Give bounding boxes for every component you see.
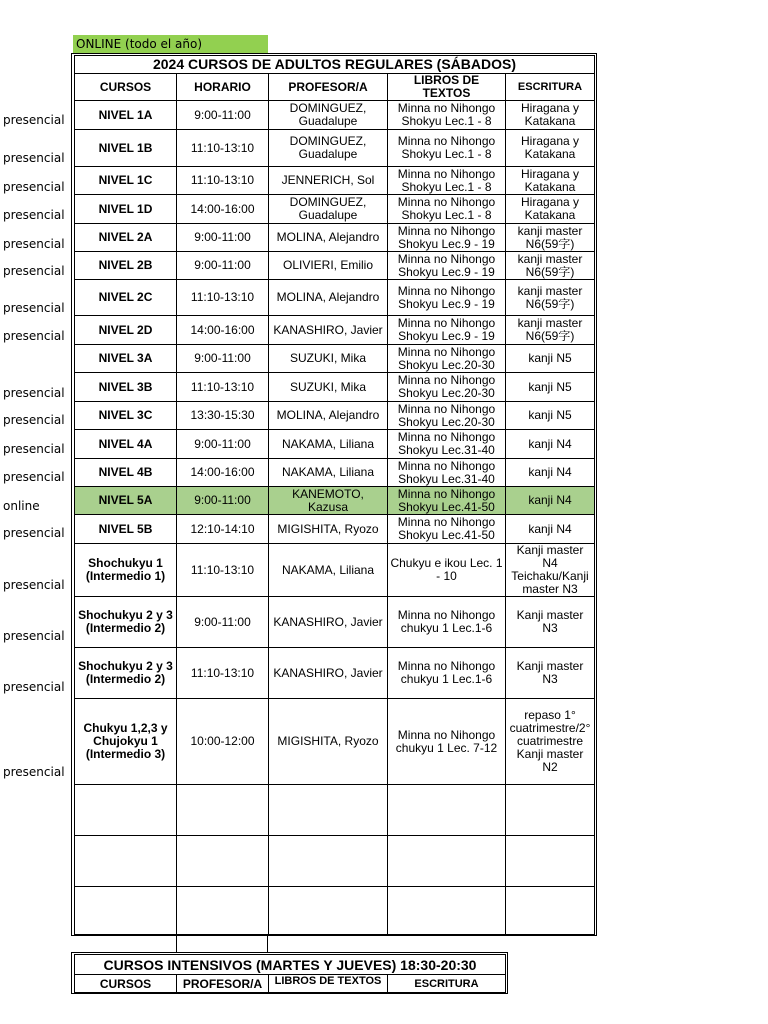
profesor-cell: MIGISHITA, Ryozo: [269, 515, 388, 544]
escritura-cell: kanji master N6(59字): [506, 316, 595, 345]
empty-cell: [388, 836, 506, 887]
profesor-cell: MIGISHITA, Ryozo: [269, 699, 388, 785]
empty-cell: [388, 887, 506, 935]
horario-cell: 11:10-13:10: [177, 167, 269, 195]
table-row: [75, 544, 595, 597]
profesor-cell: DOMINGUEZ, Guadalupe: [269, 130, 388, 167]
libro-cell: Minna no Nihongo chukyu 1 Lec.1-6: [388, 597, 506, 648]
curso-cell: NIVEL 4B: [75, 459, 177, 487]
curso-cell: NIVEL 2C: [75, 280, 177, 316]
modality-label: presencial: [3, 386, 65, 400]
header-escritura: ESCRITURA: [506, 74, 595, 101]
curso-cell: Shochukyu 1 (Intermedio 1): [75, 544, 177, 597]
modality-label: presencial: [3, 329, 65, 343]
profesor-cell: OLIVIERI, Emilio: [269, 252, 388, 280]
curso-cell: NIVEL 1C: [75, 167, 177, 195]
escritura-cell: Hiragana y Katakana: [506, 130, 595, 167]
libro-cell: Minna no Nihongo chukyu 1 Lec.1-6: [388, 648, 506, 699]
table-row: [75, 224, 595, 252]
empty-cell: [506, 836, 595, 887]
table-row: [75, 459, 595, 487]
empty-cell: [75, 785, 177, 836]
table-row: [75, 101, 595, 130]
horario-cell: 14:00-16:00: [177, 459, 269, 487]
table-row: [75, 430, 595, 459]
curso-cell: Shochukyu 2 y 3 (Intermedio 2): [75, 597, 177, 648]
table-row: [75, 699, 595, 785]
empty-cell: [506, 785, 595, 836]
escritura-cell: kanji master N6(59字): [506, 224, 595, 252]
escritura-cell: kanji N4: [506, 430, 595, 459]
profesor-cell: NAKAMA, Liliana: [269, 544, 388, 597]
libro-cell: Minna no Nihongo Shokyu Lec.20-30: [388, 345, 506, 373]
horario-cell: 14:00-16:00: [177, 316, 269, 345]
curso-cell: NIVEL 5A: [75, 487, 177, 515]
header-cursos: CURSOS: [75, 74, 177, 101]
intensive-title: CURSOS INTENSIVOS (MARTES Y JUEVES) 18:30-20:30: [75, 955, 506, 975]
horario-cell: 12:10-14:10: [177, 515, 269, 544]
table-row: [75, 167, 595, 195]
modality-label: presencial: [3, 413, 65, 427]
intensive-courses-table: [74, 954, 506, 993]
empty-row: [75, 836, 595, 887]
escritura-cell: Kanji master N3: [506, 648, 595, 699]
empty-cell: [269, 785, 388, 836]
curso-cell: NIVEL 1A: [75, 101, 177, 130]
modality-label: presencial: [3, 208, 65, 222]
modality-label: presencial: [3, 237, 65, 251]
header-libros: LIBROS DE TEXTOS: [388, 74, 506, 101]
table-row: [75, 130, 595, 167]
libro-cell: Minna no Nihongo Shokyu Lec.20-30: [388, 402, 506, 430]
table-row: [75, 195, 595, 224]
escritura-cell: repaso 1° cuatrimestre/2° cuatrimestre Kanji master N2: [506, 699, 595, 785]
escritura-cell: kanji master N6(59字): [506, 252, 595, 280]
escritura-cell: Hiragana y Katakana: [506, 167, 595, 195]
horario-cell: 9:00-11:00: [177, 252, 269, 280]
profesor-cell: NAKAMA, Liliana: [269, 430, 388, 459]
table-row: [75, 316, 595, 345]
escritura-cell: Hiragana y Katakana: [506, 101, 595, 130]
libro-cell: Minna no Nihongo Shokyu Lec.9 - 19: [388, 224, 506, 252]
profesor-cell: NAKAMA, Liliana: [269, 459, 388, 487]
escritura-cell: kanji master N6(59字): [506, 280, 595, 316]
libro-cell: Minna no Nihongo Shokyu Lec.31-40: [388, 430, 506, 459]
curso-cell: NIVEL 1D: [75, 195, 177, 224]
modality-label: presencial: [3, 526, 65, 540]
libro-cell: Chukyu e ikou Lec. 1 - 10: [388, 544, 506, 597]
header-horario: HORARIO: [177, 74, 269, 101]
horario-cell: 9:00-11:00: [177, 101, 269, 130]
empty-cell: [177, 887, 269, 935]
horario-cell: 11:10-13:10: [177, 280, 269, 316]
libro-cell: Minna no Nihongo Shokyu Lec.41-50: [388, 515, 506, 544]
empty-cell: [177, 836, 269, 887]
modality-label: presencial: [3, 765, 65, 779]
horario-cell: 9:00-11:00: [177, 487, 269, 515]
profesor-cell: KANASHIRO, Javier: [269, 597, 388, 648]
horario-cell: 11:10-13:10: [177, 544, 269, 597]
escritura-cell: Hiragana y Katakana: [506, 195, 595, 224]
curso-cell: NIVEL 5B: [75, 515, 177, 544]
intensive-header-libros: LIBROS DE TEXTOS: [269, 975, 388, 993]
curso-cell: NIVEL 2B: [75, 252, 177, 280]
curso-cell: NIVEL 3C: [75, 402, 177, 430]
profesor-cell: KANASHIRO, Javier: [269, 648, 388, 699]
empty-cell: [75, 836, 177, 887]
escritura-cell: kanji N5: [506, 402, 595, 430]
profesor-cell: SUZUKI, Mika: [269, 345, 388, 373]
libro-cell: Minna no Nihongo Shokyu Lec.1 - 8: [388, 195, 506, 224]
empty-cell: [269, 887, 388, 935]
profesor-cell: MOLINA, Alejandro: [269, 402, 388, 430]
table-row: [75, 373, 595, 402]
empty-cell: [269, 836, 388, 887]
intensive-header-profesor: PROFESOR/A: [177, 975, 269, 993]
libro-cell: Minna no Nihongo Shokyu Lec.41-50: [388, 487, 506, 515]
horario-cell: 9:00-11:00: [177, 597, 269, 648]
libro-cell: Minna no Nihongo Shokyu Lec.1 - 8: [388, 101, 506, 130]
header-profesor: PROFESOR/A: [269, 74, 388, 101]
curso-cell: NIVEL 2D: [75, 316, 177, 345]
libro-cell: Minna no Nihongo chukyu 1 Lec. 7-12: [388, 699, 506, 785]
table-row: [75, 402, 595, 430]
regular-courses-table: [74, 55, 595, 935]
table-row: [75, 515, 595, 544]
curso-cell: Chukyu 1,2,3 y Chujokyu 1 (Intermedio 3): [75, 699, 177, 785]
empty-row: [75, 785, 595, 836]
curso-cell: Shochukyu 2 y 3 (Intermedio 2): [75, 648, 177, 699]
horario-cell: 11:10-13:10: [177, 130, 269, 167]
table-row: [75, 280, 595, 316]
curso-cell: NIVEL 2A: [75, 224, 177, 252]
table-row: [75, 648, 595, 699]
empty-cell: [506, 887, 595, 935]
curso-cell: NIVEL 1B: [75, 130, 177, 167]
libro-cell: Minna no Nihongo Shokyu Lec.9 - 19: [388, 252, 506, 280]
curso-cell: NIVEL 3A: [75, 345, 177, 373]
libro-cell: Minna no Nihongo Shokyu Lec.9 - 19: [388, 280, 506, 316]
escritura-cell: kanji N5: [506, 373, 595, 402]
profesor-cell: DOMINGUEZ, Guadalupe: [269, 195, 388, 224]
table-row: [75, 345, 595, 373]
profesor-cell: KANEMOTO, Kazusa: [269, 487, 388, 515]
table-row: [75, 487, 595, 515]
horario-cell: 9:00-11:00: [177, 224, 269, 252]
horario-cell: 14:00-16:00: [177, 195, 269, 224]
libro-cell: Minna no Nihongo Shokyu Lec.20-30: [388, 373, 506, 402]
profesor-cell: MOLINA, Alejandro: [269, 224, 388, 252]
table-row: [75, 597, 595, 648]
libro-cell: Minna no Nihongo Shokyu Lec.31-40: [388, 459, 506, 487]
libro-cell: Minna no Nihongo Shokyu Lec.1 - 8: [388, 130, 506, 167]
modality-label: online: [3, 499, 40, 513]
profesor-cell: JENNERICH, Sol: [269, 167, 388, 195]
escritura-cell: Kanji master N4 Teichaku/Kanji master N3: [506, 544, 595, 597]
profesor-cell: SUZUKI, Mika: [269, 373, 388, 402]
libro-cell: Minna no Nihongo Shokyu Lec.9 - 19: [388, 316, 506, 345]
escritura-cell: kanji N5: [506, 345, 595, 373]
intensive-header-escritura: ESCRITURA: [388, 975, 506, 993]
horario-cell: 11:10-13:10: [177, 373, 269, 402]
modality-label: presencial: [3, 113, 65, 127]
libro-cell: Minna no Nihongo Shokyu Lec.1 - 8: [388, 167, 506, 195]
profesor-cell: MOLINA, Alejandro: [269, 280, 388, 316]
horario-cell: 9:00-11:00: [177, 345, 269, 373]
modality-label: presencial: [3, 442, 65, 456]
modality-label: presencial: [3, 264, 65, 278]
profesor-cell: KANASHIRO, Javier: [269, 316, 388, 345]
modality-label: presencial: [3, 680, 65, 694]
empty-cell: [177, 785, 269, 836]
horario-cell: 9:00-11:00: [177, 430, 269, 459]
curso-cell: NIVEL 3B: [75, 373, 177, 402]
modality-label: presencial: [3, 629, 65, 643]
escritura-cell: kanji N4: [506, 515, 595, 544]
horario-cell: 10:00-12:00: [177, 699, 269, 785]
modality-label: presencial: [3, 151, 65, 165]
escritura-cell: kanji N4: [506, 459, 595, 487]
horario-cell: 11:10-13:10: [177, 648, 269, 699]
table-title: 2024 CURSOS DE ADULTOS REGULARES (SÁBADOS): [75, 56, 595, 74]
intensive-header-cursos: CURSOS: [75, 975, 177, 993]
modality-label: presencial: [3, 470, 65, 484]
empty-row: [75, 887, 595, 935]
escritura-cell: kanji N4: [506, 487, 595, 515]
escritura-cell: Kanji master N3: [506, 597, 595, 648]
modality-label: presencial: [3, 578, 65, 592]
empty-cell: [75, 887, 177, 935]
empty-cell: [388, 785, 506, 836]
modality-label: presencial: [3, 301, 65, 315]
profesor-cell: DOMINGUEZ, Guadalupe: [269, 101, 388, 130]
online-tag: ONLINE (todo el año): [73, 35, 268, 53]
modality-label: presencial: [3, 180, 65, 194]
curso-cell: NIVEL 4A: [75, 430, 177, 459]
table-row: [75, 252, 595, 280]
table-stub: [176, 936, 268, 952]
horario-cell: 13:30-15:30: [177, 402, 269, 430]
